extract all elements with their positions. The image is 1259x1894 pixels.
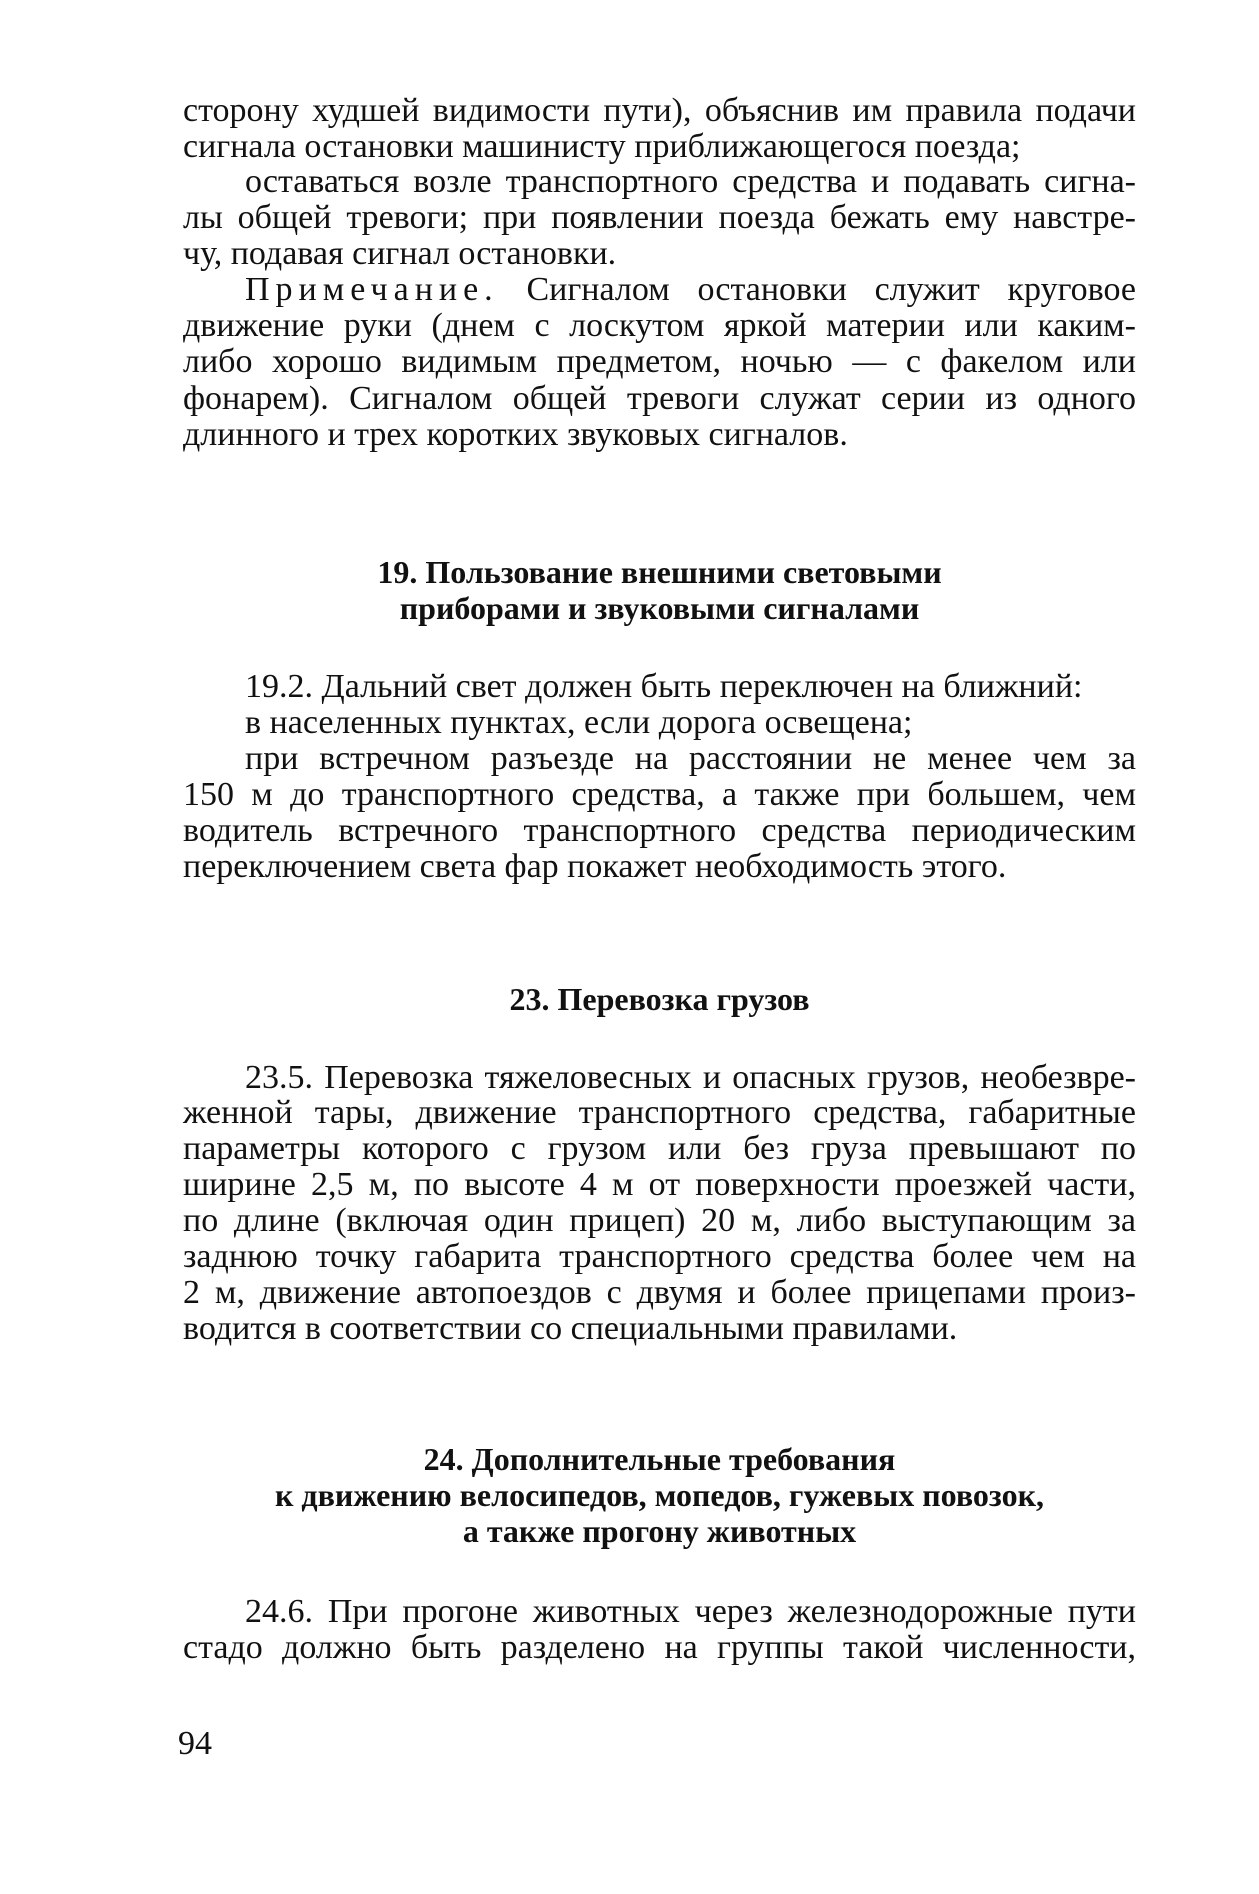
- text-line: параметры которого с грузом или без груза превышают по: [183, 1130, 1136, 1167]
- text-line: фонарем). Сигналом общей тревоги служат серии из одного: [183, 380, 1136, 417]
- note-label: Примечание.: [245, 271, 499, 308]
- page-number: 94: [178, 1725, 212, 1762]
- text-line: стадо должно быть разделено на группы такой численности,: [183, 1629, 1136, 1666]
- text-line: по длине (включая один прицеп) 20 м, либо выступающим за: [183, 1202, 1136, 1239]
- text-line: лы общей тревоги; при появлении поезда бежать ему навстре-: [183, 199, 1136, 236]
- text-line: оставаться возле транспортного средства и подавать сигна-: [245, 163, 1136, 200]
- text-line: в населенных пунктах, если дорога освещена;: [245, 704, 913, 741]
- text-line: сторону худшей видимости пути), объяснив им правила подачи: [183, 92, 1136, 129]
- section-heading: к движению велосипедов, мопедов, гужевых повозок,: [274, 1477, 1045, 1513]
- text-line: 150 м до транспортного средства, а также при большем, чем: [183, 776, 1136, 813]
- text-line: ширине 2,5 м, по высоте 4 м от поверхности проезжей части,: [183, 1166, 1136, 1203]
- section-heading: а также прогону животных: [462, 1513, 857, 1549]
- section-heading: 23. Перевозка грузов: [509, 981, 810, 1017]
- text-line: чу, подавая сигнал остановки.: [183, 235, 617, 272]
- text-line: либо хорошо видимым предметом, ночью — с факелом или: [183, 343, 1136, 380]
- text-line: 23.5. Перевозка тяжеловесных и опасных грузов, необезвре-: [245, 1059, 1136, 1096]
- text-line: 19.2. Дальний свет должен быть переключен на ближний:: [245, 668, 1083, 705]
- text-line: 2 м, движение автопоездов с двумя и более прицепами произ-: [183, 1274, 1136, 1311]
- text-line: переключением света фар покажет необходимость этого.: [183, 848, 1007, 885]
- text-line: заднюю точку габарита транспортного средства более чем на: [183, 1238, 1136, 1275]
- note-first-line: [245, 271, 1136, 309]
- text-line: при встречном разъезде на расстоянии не менее чем за: [245, 740, 1136, 777]
- section-heading: 24. Дополнительные требования: [423, 1441, 896, 1477]
- text-line: 24.6. При прогоне животных через железнодорожные пути: [245, 1593, 1136, 1630]
- text-line: движение руки (днем с лоскутом яркой материи или каким-: [183, 307, 1136, 344]
- text-line: водитель встречного транспортного средства периодическим: [183, 812, 1136, 849]
- text-line: водится в соответствии со специальными правилами.: [183, 1310, 958, 1347]
- section-heading: 19. Пользование внешними световыми: [377, 554, 942, 590]
- text-line: длинного и трех коротких звуковых сигналов.: [183, 416, 848, 453]
- section-heading: приборами и звуковыми сигналами: [399, 590, 920, 626]
- text-line: женной тары, движение транспортного средства, габаритные: [183, 1094, 1136, 1131]
- text-line: сигнала остановки машинисту приближающегося поезда;: [183, 128, 1021, 165]
- note-text: Сигналом остановки служит круговое: [526, 271, 1137, 308]
